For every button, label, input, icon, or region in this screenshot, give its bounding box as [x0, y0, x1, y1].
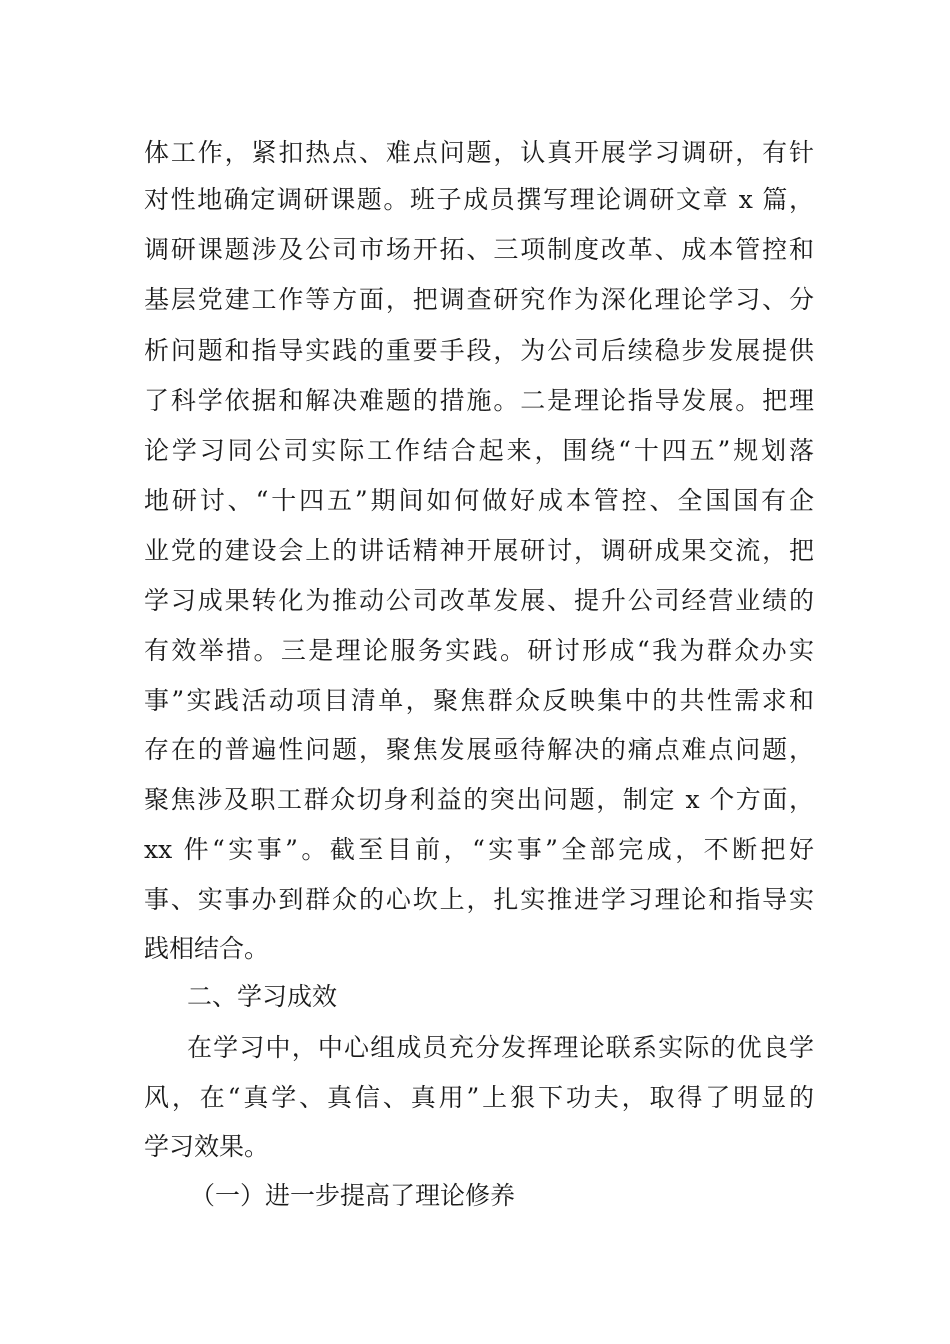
body-text-line: 风，在“真学、真信、真用”上狠下功夫，取得了明显的 — [144, 1083, 814, 1112]
body-text-line: 存在的普遍性问题，聚焦发展亟待解决的痛点难点问题， — [144, 735, 814, 764]
body-text-line: xx 件“实事”。截至目前，“实事”全部完成，不断把好 — [144, 835, 814, 864]
body-text-line: 论学习同公司实际工作结合起来，围绕“十四五”规划落 — [144, 436, 814, 465]
subsection-heading: （一）进一步提高了理论修养 — [190, 1181, 516, 1210]
body-text-line: 事、实事办到群众的心坎上，扎实推进学习理论和指导实 — [144, 885, 814, 914]
body-text-line: 业党的建设会上的讲话精神开展研讨，调研成果交流，把 — [144, 536, 814, 565]
body-text-line: 学习成果转化为推动公司改革发展、提升公司经营业绩的 — [144, 586, 814, 615]
body-text-line: 事”实践活动项目清单，聚焦群众反映集中的共性需求和 — [144, 686, 814, 715]
body-text-line: 在学习中，中心组成员充分发挥理论联系实际的优良学 — [187, 1033, 814, 1062]
body-text-line: 聚焦涉及职工群众切身利益的突出问题，制定 x 个方面， — [144, 785, 814, 814]
body-text-line: 践相结合。 — [144, 934, 270, 963]
body-text-line: 学习效果。 — [144, 1132, 270, 1161]
body-text-line: 析问题和指导实践的重要手段，为公司后续稳步发展提供 — [144, 336, 814, 365]
body-text-line: 调研课题涉及公司市场开拓、三项制度改革、成本管控和 — [144, 235, 814, 264]
body-text-line: 有效举措。三是理论服务实践。研讨形成“我为群众办实 — [144, 636, 814, 665]
body-text-line: 体工作，紧扣热点、难点问题，认真开展学习调研，有针 — [144, 138, 814, 167]
body-text-line: 地研讨、“十四五”期间如何做好成本管控、全国国有企 — [144, 486, 814, 515]
section-heading: 二、学习成效 — [187, 982, 338, 1011]
body-text-line: 对性地确定调研课题。班子成员撰写理论调研文章 x 篇， — [144, 185, 814, 214]
body-text-line: 基层党建工作等方面，把调查研究作为深化理论学习、分 — [144, 285, 814, 314]
body-text-line: 了科学依据和解决难题的措施。二是理论指导发展。把理 — [144, 386, 814, 415]
